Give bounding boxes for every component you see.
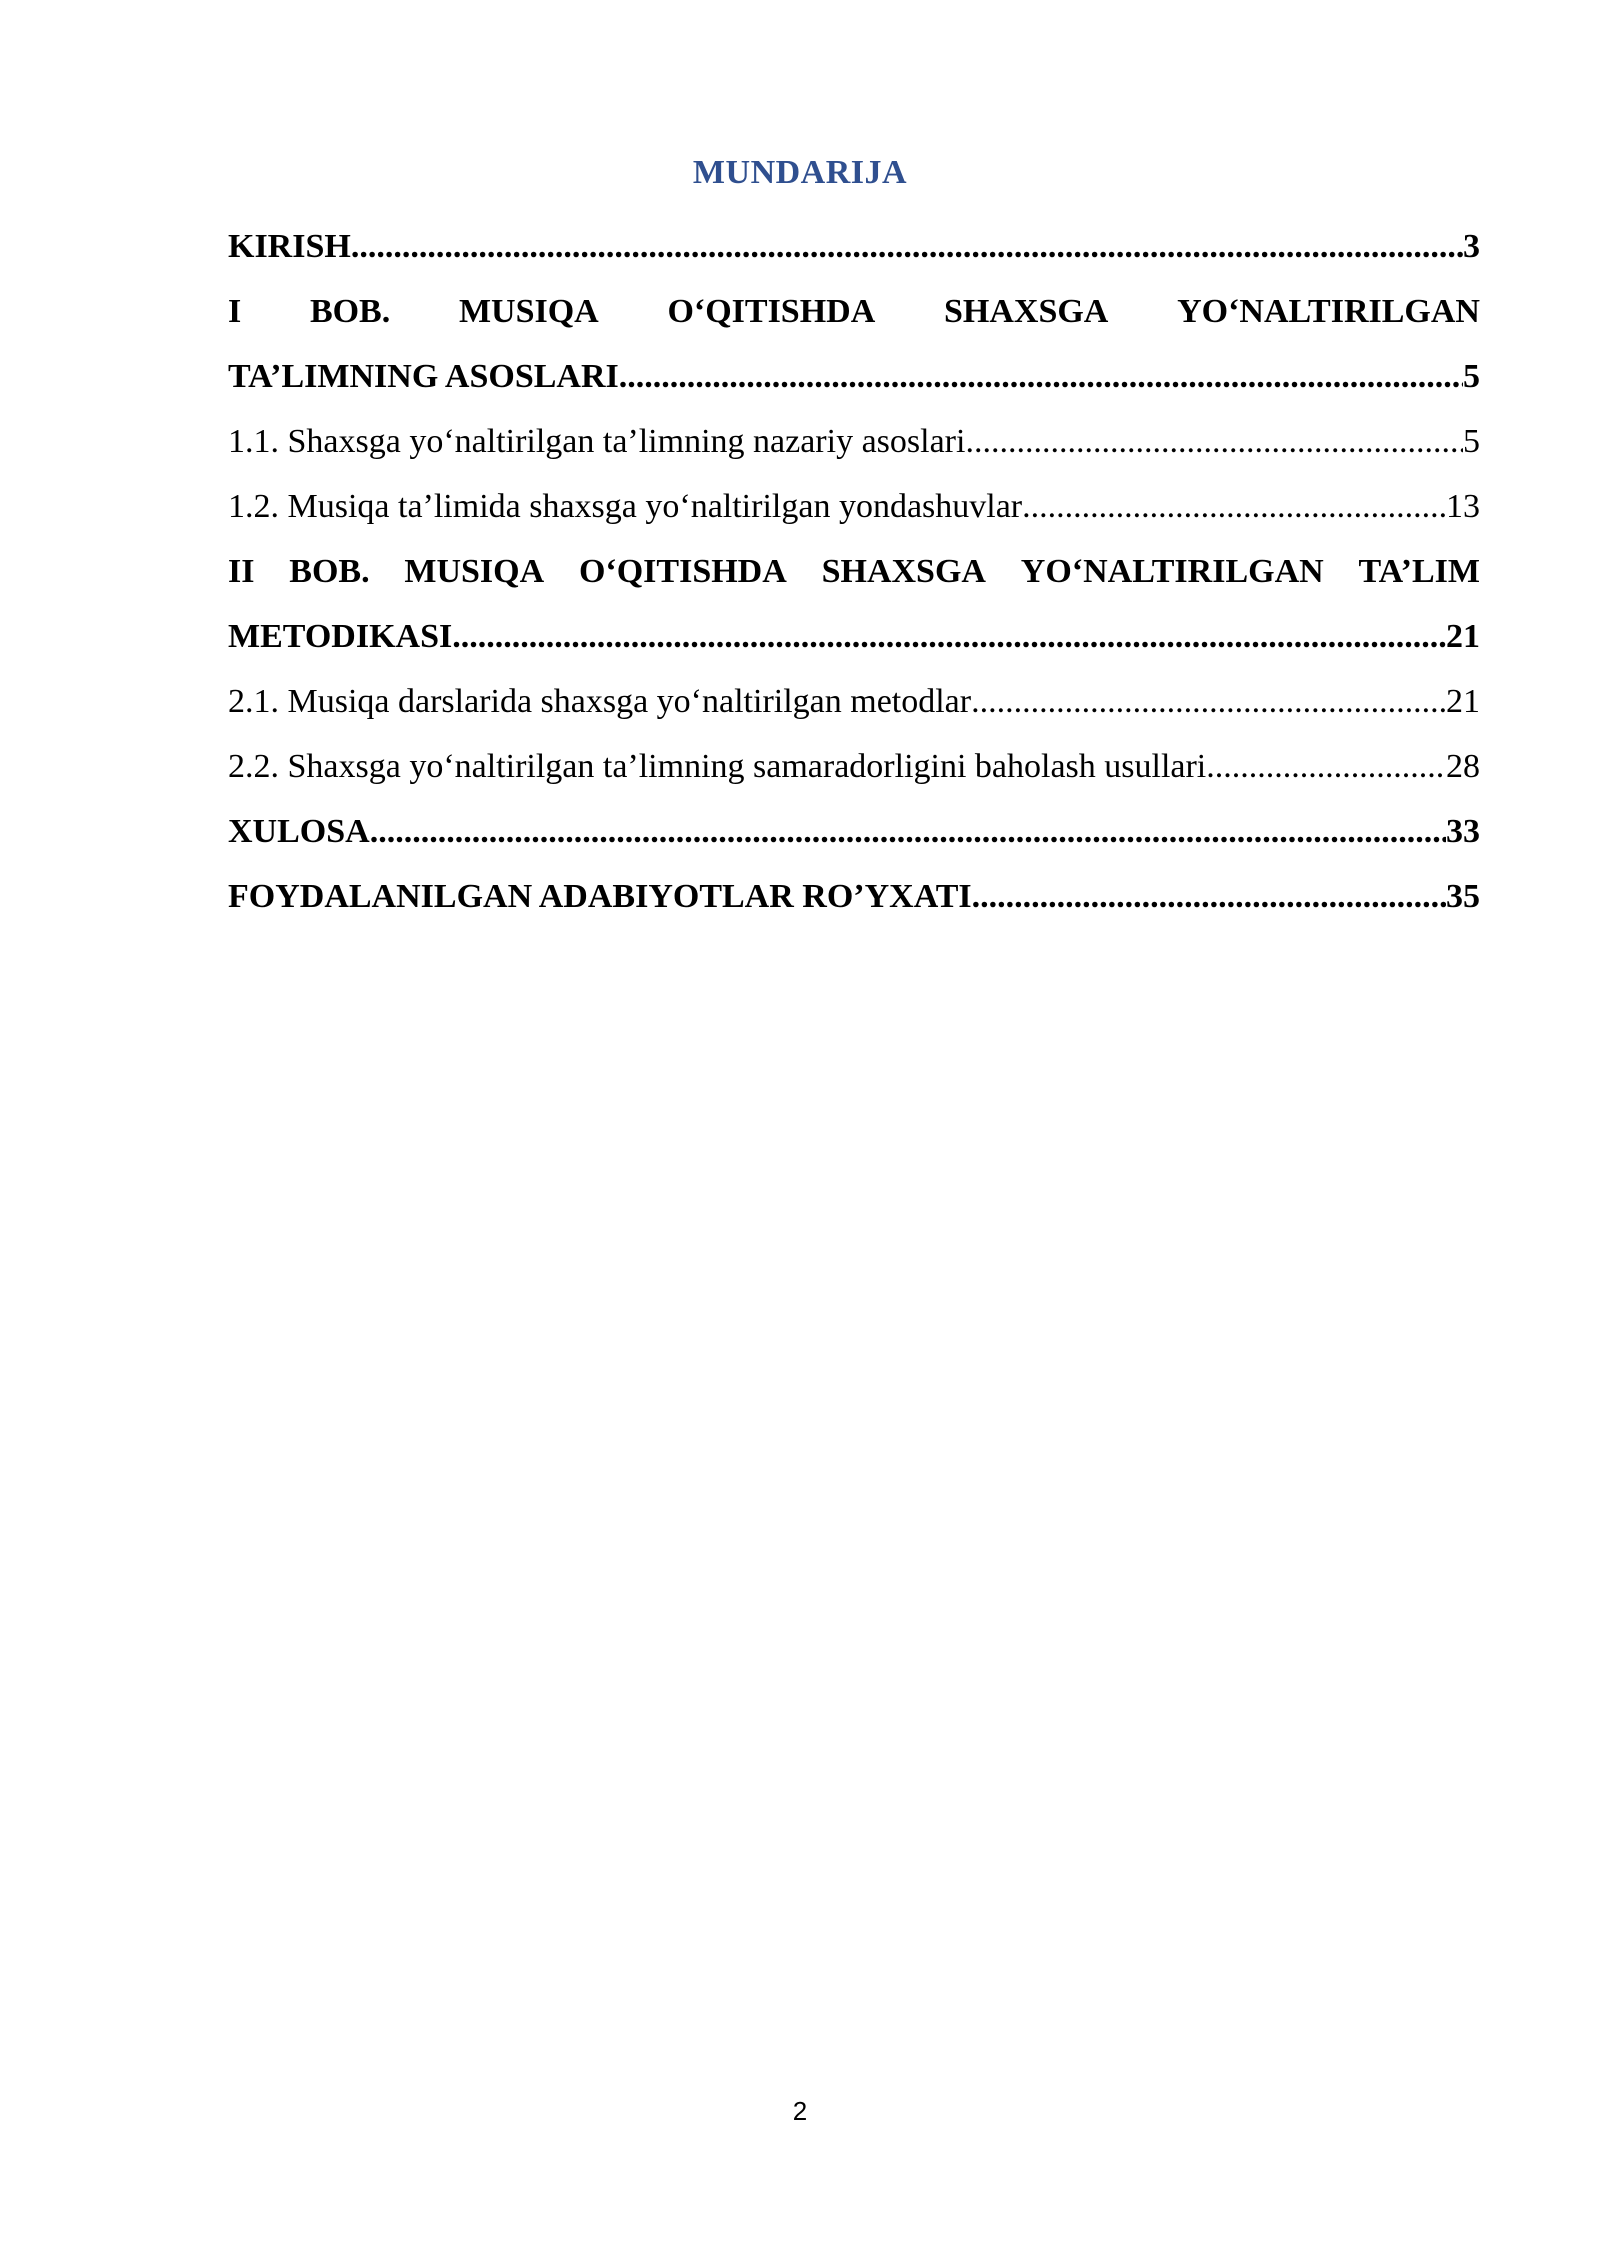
toc-page-number: 21 [1446,618,1480,655]
toc-entry-chapter2-line1[interactable] [228,539,1480,604]
toc-page-number: 35 [1446,878,1480,915]
toc-entry-references[interactable] [228,864,1480,929]
toc-word: MUSIQA [404,553,545,590]
toc-entry-intro[interactable] [228,214,1480,279]
toc-page-number: 21 [1446,683,1480,720]
toc-word: YO‘NALTIRILGAN [1020,553,1324,590]
toc-word: II [228,553,255,590]
toc-page-number: 5 [1463,423,1480,460]
toc-entry-section-2-1[interactable] [228,669,1480,734]
toc-dot-leader [1022,474,1446,539]
toc-entry-label: 1.2. Musiqa ta’limida shaxsga yo‘naltirilgan yondashuvlar [228,488,1023,525]
toc-dot-leader [452,604,1446,669]
toc-entry-label: XULOSA [228,813,370,850]
toc-word: O‘QITISHDA [667,293,876,330]
table-of-contents [228,214,1480,929]
page-number: 2 [792,2096,808,2126]
toc-word: MUSIQA [458,293,599,330]
toc-entry-section-2-2[interactable] [228,734,1480,799]
toc-entry-chapter2-line2[interactable] [228,604,1480,669]
page-title: MUNDARIJA [692,154,908,191]
toc-dot-leader [972,864,1446,929]
toc-page-number: 3 [1463,228,1480,265]
toc-page-number: 5 [1463,358,1480,395]
toc-word: BOB. [309,293,391,330]
toc-dot-leader [370,799,1446,864]
toc-word: BOB. [289,553,370,590]
toc-entry-conclusion[interactable] [228,799,1480,864]
toc-page-number: 33 [1446,813,1480,850]
toc-entry-chapter1-line2[interactable] [228,344,1480,409]
toc-word: TA’LIM [1358,553,1480,590]
toc-entry-section-1-2[interactable] [228,474,1480,539]
toc-word: SHAXSGA [821,553,986,590]
toc-word: YO‘NALTIRILGAN [1177,293,1480,330]
toc-word: SHAXSGA [943,293,1109,330]
toc-entry-chapter1-line1[interactable] [228,279,1480,344]
toc-entry-label: METODIKASI [228,618,453,655]
toc-entry-label: 2.1. Musiqa darslarida shaxsga yo‘naltirilgan metodlar [228,683,972,720]
toc-dot-leader [971,669,1446,734]
toc-page-number: 28 [1446,748,1480,785]
toc-dot-leader [619,344,1463,409]
toc-dot-leader [351,214,1463,279]
toc-entry-label: KIRISH [228,228,351,265]
toc-entry-label: 2.2. Shaxsga yo‘naltirilgan ta’limning samaradorligini baholash usullari [228,748,1207,785]
toc-entry-label: TA’LIMNING ASOSLARI [228,358,619,395]
toc-entry-label: 1.1. Shaxsga yo‘naltirilgan ta’limning nazariy asoslari [228,423,966,460]
toc-word: O‘QITISHDA [578,553,787,590]
toc-dot-leader [965,409,1463,474]
toc-entry-label: FOYDALANILGAN ADABIYOTLAR RO’YXATI [228,878,972,915]
toc-page-number: 13 [1446,488,1480,525]
toc-word: I [228,293,242,330]
toc-entry-section-1-1[interactable] [228,409,1480,474]
toc-dot-leader [1206,734,1446,799]
